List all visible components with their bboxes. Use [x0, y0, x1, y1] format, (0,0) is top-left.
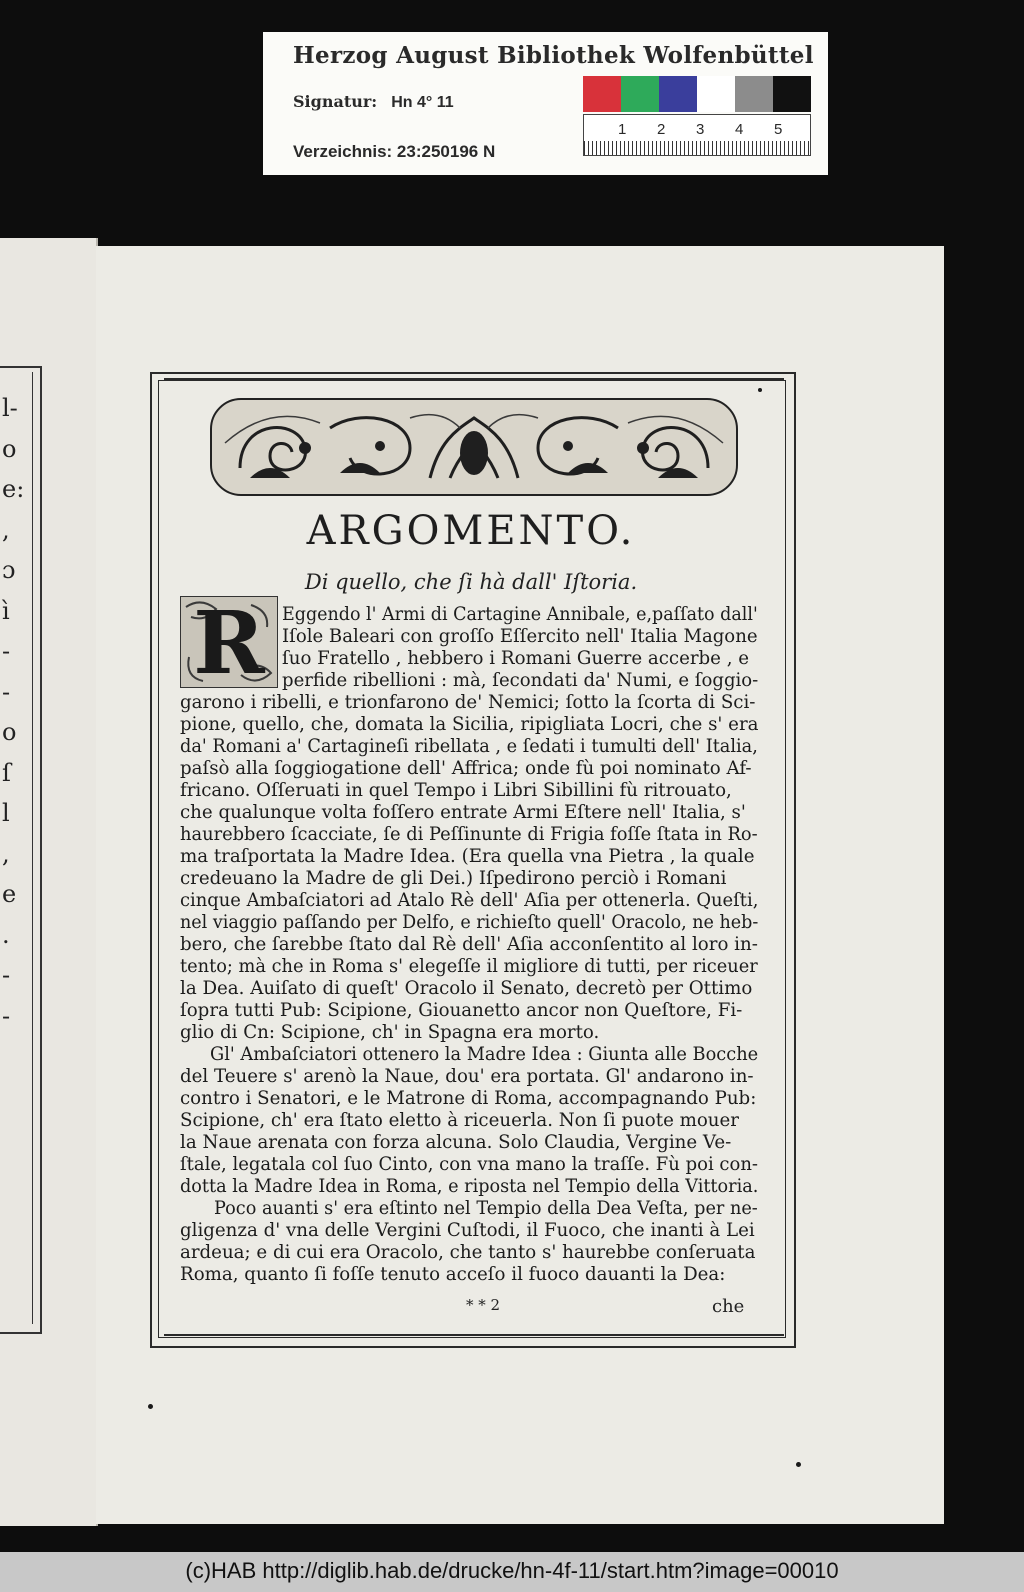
left-char: -: [2, 961, 11, 989]
left-char: l-: [2, 394, 18, 422]
left-facing-page: [0, 238, 98, 1526]
paper-speck: [148, 1404, 153, 1409]
left-char: ì: [2, 596, 10, 625]
signatur-label: Signatur:: [293, 92, 378, 111]
left-char: ,: [2, 515, 10, 544]
body-line: credeuano la Madre de gli Dei.) Iſpedirono perciò i Romani: [180, 868, 727, 889]
body-line: ſtale, legatala col ſuo Cinto, con vna mano la traſſe. Fù poi con-: [180, 1154, 759, 1175]
swatch-gray: [735, 76, 773, 112]
left-char: o: [2, 434, 17, 463]
body-line: da' Romani a' Cartagineſi ribellata , e ſedati i tumulti dell' Italia,: [180, 736, 758, 757]
body-line: Poco auanti s' era eſtinto nel Tempio della Dea Veſta, per ne-: [214, 1198, 758, 1219]
page-subtitle: Di quello, che ſi hà dall' Iſtoria.: [304, 570, 638, 594]
left-char: .: [2, 920, 10, 949]
body-line: la Naue arenata con forza alcuna. Solo Claudia, Vergine Ve-: [180, 1132, 732, 1153]
body-line: dotta la Madre Idea in Roma, e riposta nel Tempio della Vittoria.: [180, 1176, 759, 1197]
swatch-white: [697, 76, 735, 112]
library-label-card: [263, 32, 828, 175]
body-line: perfide ribellioni : mà, ſecondati da' Numi, e ſoggio-: [282, 670, 759, 691]
body-line: contro i Senatori, e le Matrone di Roma, accompagnando Pub:: [180, 1088, 757, 1109]
left-char: -: [2, 637, 11, 665]
left-page-text-edge: [2, 388, 24, 1036]
body-line: Gl' Ambaſciatori ottenero la Madre Idea : Giunta alle Bocche: [210, 1044, 759, 1065]
body-line: bero, che ſarebbe ſtato dal Rè dell' Aſia acconſentito al loro in-: [180, 934, 758, 955]
page-title: ARGOMENTO.: [306, 508, 636, 554]
body-line: fricano. Oſſeruati in quel Tempo i Libri Sibillini fù ritrouato,: [180, 780, 732, 801]
catchword: che: [712, 1296, 745, 1317]
left-char: ,: [2, 839, 10, 868]
left-char: l: [2, 799, 10, 827]
footer-bar: [0, 1552, 1024, 1592]
left-char: o: [2, 718, 17, 746]
page-border-top-rule: [164, 378, 784, 380]
body-line: paſsò alla ſoggiogatione dell' Affrica; onde fù poi nominato Af-: [180, 758, 752, 779]
body-line: cinque Ambaſciatori ad Atalo Rè dell' Aſia per ottenerla. Queſti,: [180, 890, 759, 911]
body-line: tento; mà che in Roma s' elegeſſe il migliore di tutti, per riceuer: [180, 956, 758, 977]
body-line: glio di Cn: Scipione, ch' in Spagna era morto.: [180, 1022, 600, 1043]
body-line: garono i ribelli, e trionfarono de' Nemici; ſotto la ſcorta di Sci-: [180, 692, 756, 713]
body-line: haurebbero ſcacciate, ſe di Peſſinunte di Frigia foſſe ſtata in Ro-: [180, 824, 758, 845]
body-line: ſuo Fratello , hebbero i Romani Guerre accerbe , e: [282, 648, 750, 669]
body-line: pione, quello, che, domata la Sicilia, ripigliata Locri, che s' era: [180, 714, 759, 735]
swatch-blue: [659, 76, 697, 112]
swatch-red: [583, 76, 621, 112]
body-line: ſopra tutti Pub: Scipione, Giouanetto ancor non Queſtore, Fi-: [180, 1000, 743, 1021]
ruler-number: 4: [735, 121, 744, 138]
left-char: e:: [2, 475, 25, 503]
signature-mark: * * 2: [466, 1296, 501, 1314]
signatur-value: Hn 4° 11: [391, 94, 454, 111]
paper-speck: [758, 388, 762, 392]
body-line: Iſole Baleari con groſſo Eſſercito nell' Italia Magone: [282, 626, 758, 647]
ruler-number: 5: [774, 121, 783, 138]
body-line: gligenza d' vna delle Vergini Cuſtodi, il Fuoco, che inanti à Lei: [180, 1220, 755, 1241]
left-char: -: [2, 677, 11, 706]
left-char: -: [2, 1001, 11, 1030]
signatur-row: [293, 92, 454, 112]
body-line: nel viaggio paſſando per Delfo, e richieſto quell' Oracolo, ne heb-: [180, 912, 759, 933]
scale-ruler: [583, 114, 811, 156]
left-char: e: [2, 880, 17, 908]
body-line: la Dea. Auiſato di queſt' Oracolo il Senato, decretò per Ottimo: [180, 978, 753, 999]
body-line: Roma, quanto ſi foſſe tenuto acceſo il fuoco dauanti la Dea:: [180, 1264, 726, 1285]
ruler-number: 1: [618, 121, 627, 138]
verzeichnis-text: Verzeichnis: 23:250196 N: [293, 142, 496, 161]
paper-speck: [796, 1462, 801, 1467]
page-border-bottom-rule: [164, 1334, 784, 1336]
ruler-number: 3: [696, 121, 705, 138]
body-line: ma traſportata la Madre Idea. (Era quella vna Pietra , la quale: [180, 846, 755, 867]
left-char: ſ: [2, 758, 11, 787]
swatch-black: [773, 76, 811, 112]
color-swatches: [583, 76, 811, 112]
ornamental-headpiece: [210, 398, 738, 496]
ruler-number: 2: [657, 121, 666, 138]
ruler-ticks: [584, 141, 810, 155]
body-line: che qualunque volta foſſero entrate Armi Eſtere nell' Italia, s': [180, 802, 746, 823]
body-line: del Teuere s' arenò la Naue, dou' era portata. Gl' andarono in-: [180, 1066, 754, 1087]
footer-copyright-url: (c)HAB http://diglib.hab.de/drucke/hn-4f-11/start.htm?image=00010: [185, 1558, 839, 1583]
initial-letter: R: [193, 593, 265, 694]
body-line: Eggendo l' Armi di Cartagine Annibale, e,paſſato dall': [282, 604, 758, 625]
library-name: Herzog August Bibliothek Wolfenbüttel: [293, 42, 814, 69]
body-line: ardeua; e di cui era Oracolo, che tanto s' haurebbe conſeruata: [180, 1242, 756, 1263]
left-char: ɔ: [2, 556, 16, 584]
swatch-green: [621, 76, 659, 112]
decorated-initial: [180, 593, 278, 694]
body-line: Scipione, ch' era ſtato eletto à riceuerla. Non ſi puote mouer: [180, 1110, 739, 1131]
